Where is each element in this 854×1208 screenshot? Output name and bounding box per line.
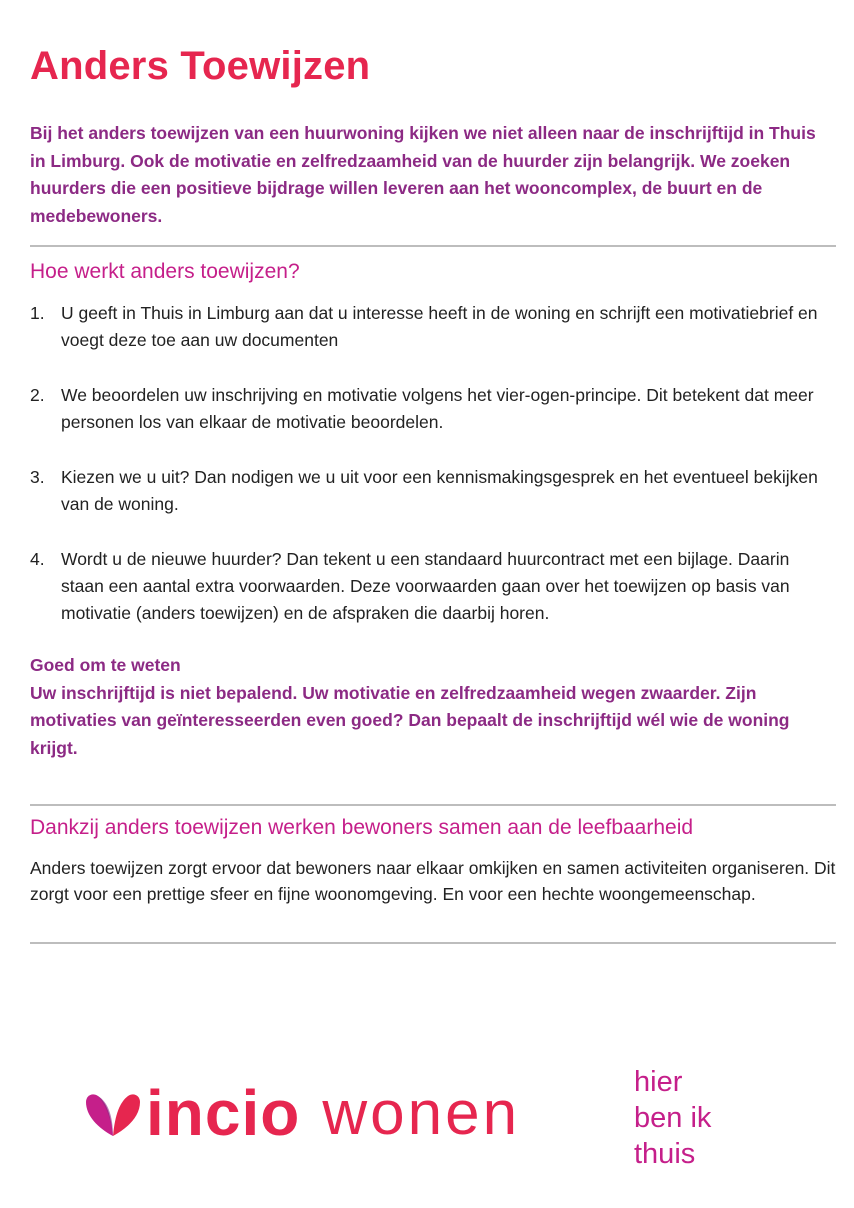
step-text: We beoordelen uw inschrijving en motivatie volgens het vier-ogen-principe. Dit betekent dat meer personen los van elkaar de motivatie beoordelen.: [61, 385, 814, 432]
list-item: [30, 382, 836, 436]
tagline-line: hier: [634, 1066, 683, 1098]
tip-text: Uw inschrijftijd is niet bepalend. Uw motivatie en zelfredzaamheid wegen zwaarder. Zijn motivaties van geïnteresseerden even goed? Dan bepaalt de inschrijftijd wél wie de woning krijgt.: [30, 682, 790, 758]
section-heading-livability: Dankzij anders toewijzen werken bewoners samen aan de leefbaarheid: [30, 816, 694, 839]
step-number: 3.: [30, 467, 45, 487]
good-to-know-box: [30, 652, 836, 762]
tagline-line: ben ik: [634, 1102, 712, 1134]
list-item: [30, 464, 836, 518]
brand-wonen-text: wonen: [322, 1078, 521, 1148]
divider-bottom: [30, 942, 836, 944]
divider-middle: [30, 804, 836, 806]
tip-title: Goed om te weten: [30, 655, 181, 675]
brand-incio-text: incio: [146, 1077, 301, 1149]
section-heading-how: Hoe werkt anders toewijzen?: [30, 260, 300, 283]
leaf-heart-icon: [84, 1088, 142, 1138]
step-text: Kiezen we u uit? Dan nodigen we u uit voor een kennismakingsgesprek en het eventueel bekijken van de woning.: [61, 467, 818, 514]
footer-brand: [0, 1060, 854, 1180]
step-text: Wordt u de nieuwe huurder? Dan tekent u een standaard huurcontract met een bijlage. Daarin staan een aantal extra voorwaarden. Deze voorwaarden gaan over het toewijzen op basis van motivatie (anders toewijzen) en de afspraken die daarbij horen.: [61, 549, 790, 623]
brand-logo: [84, 1068, 520, 1158]
livability-paragraph: Anders toewijzen zorgt ervoor dat bewoners naar elkaar omkijken en samen activiteiten organiseren. Dit zorgt voor een prettige sfeer en fijne woonomgeving. En voor een hechte woongemeenschap.: [30, 858, 836, 904]
brand-tagline: [634, 1064, 711, 1172]
step-number: 1.: [30, 303, 45, 323]
steps-list: [30, 300, 836, 655]
step-text: U geeft in Thuis in Limburg aan dat u interesse heeft in de woning en schrijft een motivatiebrief en voegt deze toe aan uw documenten: [61, 303, 818, 350]
list-item: [30, 546, 836, 627]
list-item: [30, 300, 836, 354]
step-number: 2.: [30, 385, 45, 405]
divider-top: [30, 245, 836, 247]
intro-paragraph: Bij het anders toewijzen van een huurwoning kijken we niet alleen naar de inschrijftijd in Thuis in Limburg. Ook de motivatie en zelfredzaamheid van de huurder zijn belangrijk. We zoeken huurders die een positieve bijdrage willen leveren aan het wooncomplex, de buurt en de medebewoners.: [30, 123, 816, 226]
step-number: 4.: [30, 549, 45, 569]
page-title: Anders Toewijzen: [30, 44, 371, 88]
tagline-line: thuis: [634, 1138, 696, 1170]
